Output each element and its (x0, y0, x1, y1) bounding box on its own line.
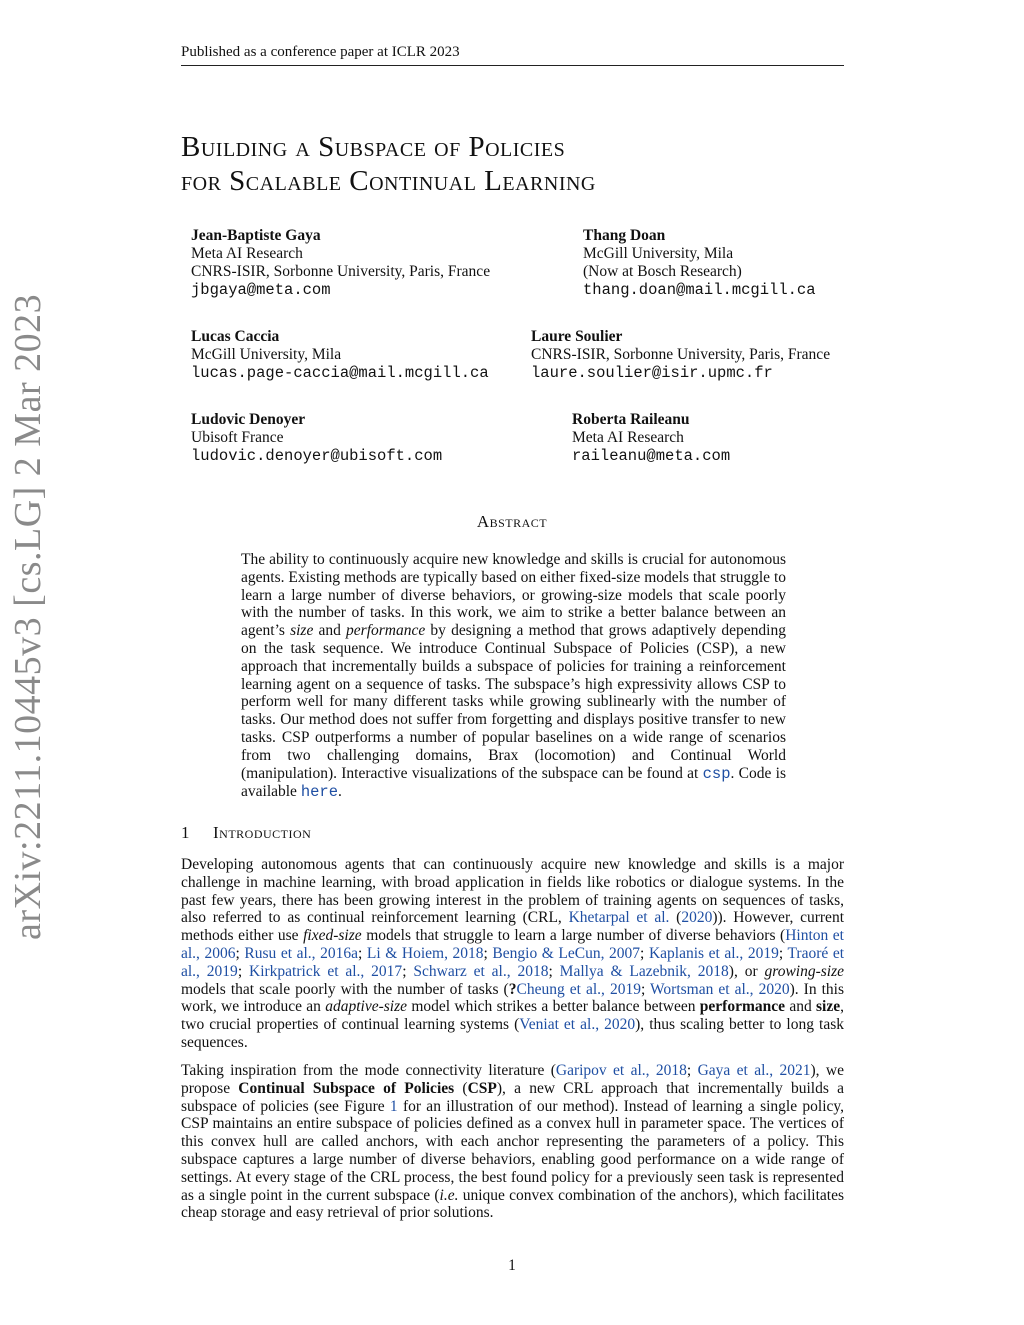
author-affiliation: Meta AI Research (572, 429, 684, 446)
author-block (191, 328, 489, 382)
author-block (583, 227, 816, 299)
author-affiliation: Meta AI Research (191, 245, 303, 262)
author-name: Jean-Baptiste Gaya (191, 227, 321, 244)
text: )). However, current methods either use (181, 909, 844, 945)
abstract-emphasis: performance (346, 622, 426, 640)
abstract-text: The ability to continuously acquire new knowledge and skills is crucial for autonomous agents. Existing methods are typically based on either fixed-size models that struggle to learn a large number of diverse behaviors, or growing-size models that scale poorly with the number of tasks. In this work, we aim to strike a better balance between an agent’s (241, 551, 786, 640)
text: Taking inspiration from the mode connectivity literature ( (181, 1062, 556, 1079)
author-block (191, 411, 442, 465)
emphasis: i.e. (439, 1186, 459, 1204)
author-affiliation: (Now at Bosch Research) (583, 263, 742, 280)
author-name: Lucas Caccia (191, 328, 280, 345)
text: ), we propose (181, 1062, 844, 1097)
citation-link[interactable]: Mallya & Lazebnik, 2018 (559, 962, 729, 980)
text: unique convex combination of the anchors), which facilitates cheap storage and easy retrieval of prior solutions. (181, 1186, 844, 1222)
author-email[interactable]: jbgaya@meta.com (191, 281, 331, 299)
title-line-2: for Scalable Continual Learning (181, 165, 596, 197)
author-name: Ludovic Denoyer (191, 411, 306, 428)
citation-link[interactable]: Schwarz et al., 2018 (413, 962, 549, 980)
emphasis: growing-size (764, 962, 845, 980)
citation-link[interactable]: Khetarpal et al. (568, 909, 670, 927)
running-header: Published as a conference paper at ICLR 2023 (181, 44, 844, 66)
text: ), or (728, 962, 765, 980)
citation-link[interactable]: Kaplanis et al., 2019 (648, 944, 779, 962)
citation-link[interactable]: Veniat et al., 2020 (519, 1016, 636, 1034)
abstract-heading: Abstract (476, 512, 548, 531)
citation-link[interactable]: Wortsman et al., 2020 (650, 980, 790, 998)
section-title: Introduction (213, 823, 312, 842)
author-email[interactable]: raileanu@meta.com (572, 447, 731, 465)
text: and (785, 998, 817, 1016)
text: model which strikes a better balance between (407, 998, 700, 1016)
text: for an illustration of our method). Instead of learning a single policy, CSP maintains an entire subspace of policies defined as a convex hull in parameter space. The vertices of this convex hull are called anchors, with each anchor representing the parameters of a policy. This subspace captures a large number of diverse behaviors, enabling good performance on a wide range of settings. At every stage of the CRL process, the best found policy for a previously seen task is represented as a single point in the current subspace ( (181, 1097, 845, 1204)
arxiv-identifier: arXiv:2211.10445v3 [cs.LG] 2 Mar 2023 (7, 293, 49, 940)
figure-link[interactable]: 1 (389, 1097, 398, 1115)
intro-paragraph-2: Taking inspiration from the mode connectivity literature (Garipov et al., 2018; Gaya et al., 2021), we propose Continual Subspace of Policies (CSP), a new CRL approach that incrementally builds a subspace of policies (see Figure 1 for an illustration of our method). Instead of learning a single policy, CSP maintains an entire subspace of policies defined as a convex hull in parameter space. The vertices of this convex hull are called anchors, with each anchor representing the parameters of a policy. This subspace captures a large number of diverse behaviors, enabling good performance on a wide range of settings. At every stage of the CRL process, the best found policy for a previously seen task is represented as a single point in the current subspace (i.e. unique convex combination of the anchors), which facilitates cheap storage and easy retrieval of prior solutions. (181, 1062, 845, 1222)
citation-link[interactable]: Rusu et al., 2016a (244, 944, 359, 962)
text: Developing autonomous agents that can continuously acquire new knowledge and skills is a major challenge in machine learning, with broad application in fields like robotics or dialogue systems. In the past few years, there has been growing interest in the problem of training agents on sequences of tasks, also referred to as continual reinforcement learning (CRL, (181, 856, 844, 927)
abstract-text: and (313, 622, 347, 640)
text: models that scale poorly with the number of tasks ( (181, 980, 509, 998)
citation-link[interactable]: Gaya et al., 2021 (697, 1062, 811, 1079)
abstract-body (241, 551, 786, 802)
emphasis: fixed-size (303, 927, 362, 945)
author-name: Roberta Raileanu (572, 411, 690, 428)
author-email[interactable]: laure.soulier@isir.upmc.fr (531, 364, 773, 382)
text: , two crucial properties of continual learning systems ( (181, 998, 844, 1034)
section-number: 1 (181, 823, 190, 842)
citation-link[interactable]: Traoré et al., 2019 (181, 944, 845, 980)
author-block (191, 227, 490, 299)
bold-term: CSP (467, 1079, 497, 1097)
author-affiliation: CNRS-ISIR, Sorbonne University, Paris, France (531, 346, 831, 363)
abstract-text: by designing a method that grows adaptively depending on the task sequence. We introduce Continual Subspace of Policies (CSP), a new approach that incrementally builds a subspace of policies for training a reinforcement learning agent on a sequence of tasks. The subspace’s high expressivity allows CSP to perform well for many different tasks while growing sublinearly with the number of tasks. Our method does not suffer from forgetting and displays positive transfer to new tasks. CSP outperforms a number of popular baselines on a wide range of scenarios from two challenging domains, Brax (locomotion) and Continual World (manipulation). Interactive visualizations of the subspace can be found at (241, 622, 786, 782)
csp-link[interactable]: csp (702, 764, 731, 783)
author-email[interactable]: thang.doan@mail.mcgill.ca (583, 281, 816, 299)
text: ), thus scaling better to long task sequences. (181, 1016, 844, 1051)
author-affiliation: McGill University, Mila (191, 346, 342, 363)
paper-title (181, 130, 596, 198)
citation-link[interactable]: Bengio & LeCun, 2007 (492, 944, 641, 962)
bold-term: Continual Subspace of Policies (238, 1079, 455, 1097)
bold-term: size (816, 998, 841, 1016)
bold-term: performance (699, 998, 785, 1016)
abstract-emphasis: size (290, 622, 314, 640)
emphasis: adaptive-size (325, 998, 408, 1016)
citation-link[interactable]: Cheung et al., 2019 (516, 980, 641, 998)
text: models that struggle to learn a large number of diverse behaviors ( (361, 927, 786, 945)
author-block (572, 411, 730, 465)
text: ). In this work, we introduce an (181, 980, 845, 1016)
citation-link[interactable]: Hinton et al., 2006 (181, 927, 844, 962)
author-affiliation: McGill University, Mila (583, 245, 734, 262)
author-affiliation: CNRS-ISIR, Sorbonne University, Paris, France (191, 263, 491, 280)
intro-paragraph-1: Developing autonomous agents that can continuously acquire new knowledge and skills is a major challenge in machine learning, with broad application in fields like robotics or dialogue systems. In the past few years, there has been growing interest in the problem of training agents on sequences of tasks, also referred to as continual reinforcement learning (CRL, Khetarpal et al. (2020)). However, current methods either use fixed-size models that struggle to learn a large number of diverse behaviors (Hinton et al., 2006; Rusu et al., 2016a; Li & Hoiem, 2018; Bengio & LeCun, 2007; Kaplanis et al., 2019; Traoré et al., 2019; Kirkpatrick et al., 2017; Schwarz et al., 2018; Mallya & Lazebnik, 2018), or growing-size models that scale poorly with the number of tasks (?Cheung et al., 2019; Wortsman et al., 2020). In this work, we introduce an adaptive-size model which strikes a better balance between performance and size, two crucial properties of continual learning systems (Veniat et al., 2020), thus scaling better to long task sequences. (181, 856, 845, 1051)
section-heading (181, 823, 311, 843)
citation-link[interactable]: Li & Hoiem, 2018 (366, 944, 484, 962)
page-number: 1 (508, 1257, 516, 1274)
author-email[interactable]: lucas.page-caccia@mail.mcgill.ca (191, 364, 489, 382)
author-name: Thang Doan (583, 227, 666, 244)
citation-link[interactable]: 2020 (681, 909, 713, 927)
author-name: Laure Soulier (531, 328, 623, 345)
text: ( (454, 1079, 468, 1097)
text: ), a new CRL approach that incrementally builds a subspace of policies (see Figure (181, 1079, 844, 1115)
abstract-text: . Code is available (241, 764, 786, 801)
title-line-1: Building a Subspace of Policies (181, 131, 566, 163)
code-link[interactable]: here (300, 783, 339, 802)
abstract-text: . (338, 783, 342, 801)
author-affiliation: Ubisoft France (191, 429, 284, 446)
citation-link[interactable]: Garipov et al., 2018 (555, 1062, 687, 1079)
author-email[interactable]: ludovic.denoyer@ubisoft.com (191, 447, 443, 465)
citation-link[interactable]: Kirkpatrick et al., 2017 (249, 962, 403, 980)
author-block (531, 328, 830, 382)
missing-citation: ? (508, 980, 517, 998)
